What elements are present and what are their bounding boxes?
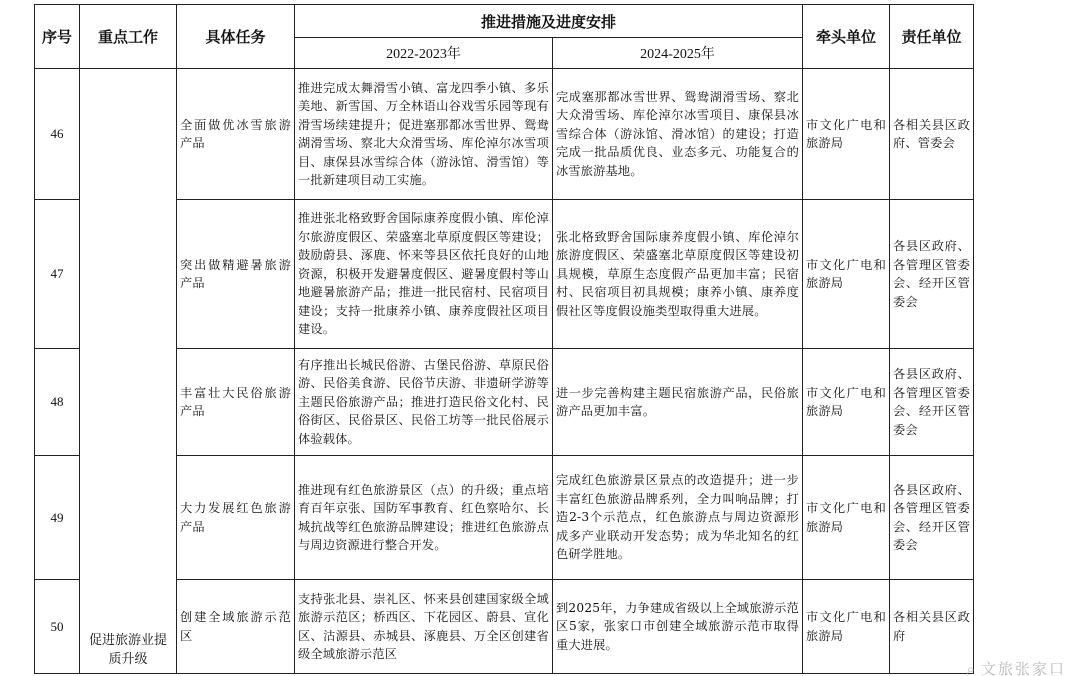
period1-cell: 推进张北格致野舍国际康养度假小镇、库伦淖尔旅游度假区、荣盛塞北草原度假区等建设；鼓励蔚县、涿鹿、怀来等县区依托良好的山地资源，积极开发避暑度假区、避暑度假村等山地避暑旅游产品；推进一批民宿村、民宿项目建设；支持一批康养小镇、康养度假社区项目建设。 <box>295 200 553 349</box>
header-key-work: 重点工作 <box>80 5 177 69</box>
resp-cell: 各相关县区政府 <box>890 580 974 674</box>
task-cell: 突出做精避暑旅游产品 <box>177 200 295 349</box>
wechat-icon: ⌕ <box>966 660 977 676</box>
row-number: 49 <box>35 456 80 580</box>
resp-cell: 各相关县区政府、管委会 <box>890 69 974 200</box>
header-period-2024-2025: 2024-2025年 <box>553 38 803 69</box>
row-number: 48 <box>35 349 80 456</box>
header-period-2022-2023: 2022-2023年 <box>295 38 553 69</box>
period2-cell: 完成红色旅游景区景点的改造提升；进一步丰富红色旅游品牌系列，全力叫响品牌；打造2-3个示范点，红色旅游点与周边资源形成多产业联动开发态势；成为华北知名的红色研学胜地。 <box>553 456 803 580</box>
row-number: 50 <box>35 580 80 674</box>
period1-cell: 推进完成太舞滑雪小镇、富龙四季小镇、多乐美地、新雪国、万全林语山谷戏雪乐园等现有滑雪场续建提升；促进塞那都冰雪世界、鸳鸯湖滑雪场、察北大众滑雪场、库伦淖尔冰雪项目、康保县冰雪综合体（游泳馆、滑雪馆）等一批新建项目动工实施。 <box>295 69 553 200</box>
watermark <box>967 658 1066 676</box>
header-measures: 推进措施及进度安排 <box>295 5 803 38</box>
resp-cell: 各县区政府、各管理区管委会、经开区管委会 <box>890 349 974 456</box>
resp-cell: 各县区政府、各管理区管委会、经开区管委会 <box>890 456 974 580</box>
period2-cell: 完成塞那都冰雪世界、鸳鸯湖滑雪场、察北大众滑雪场、库伦淖尔冰雪项目、康保县冰雪综合体（游泳馆、滑冰馆）的建设；打造完成一批品质优良、业态多元、功能复合的冰雪旅游基地。 <box>553 69 803 200</box>
period1-cell: 有序推出长城民俗游、古堡民俗游、草原民俗游、民俗美食游、民俗节庆游、非遗研学游等主题民俗旅游产品；推进打造民俗文化村、民俗街区、民俗景区、民俗工坊等一批民俗展示体验载体。 <box>295 349 553 456</box>
table-row <box>35 69 974 200</box>
header-seq: 序号 <box>35 5 80 69</box>
period1-cell: 支持张北县、崇礼区、怀来县创建国家级全域旅游示范区；桥西区、下花园区、蔚县、宣化区、沽源县、赤城县、涿鹿县、万全区创建省级全域旅游示范区 <box>295 580 553 674</box>
header-task: 具体任务 <box>177 5 295 69</box>
period2-cell: 张北格致野舍国际康养度假小镇、库伦淖尔旅游度假区、荣盛塞北草原度假区等建设初具规模，草原生态度假产品更加丰富；民宿村、民宿项目初具规模；康养小镇、康养度假社区等度假设施类型取得重大进展。 <box>553 200 803 349</box>
period2-cell: 到2025年，力争建成省级以上全域旅游示范区5家，张家口市创建全域旅游示范市取得重大进展。 <box>553 580 803 674</box>
lead-cell: 市文化广电和旅游局 <box>803 456 890 580</box>
row-number: 46 <box>35 69 80 200</box>
task-cell: 丰富壮大民俗旅游产品 <box>177 349 295 456</box>
lead-cell: 市文化广电和旅游局 <box>803 200 890 349</box>
header-resp: 责任单位 <box>890 5 974 69</box>
category-text: 促进旅游业提质升级 <box>88 633 167 667</box>
lead-cell: 市文化广电和旅游局 <box>803 69 890 200</box>
task-cell: 创建全域旅游示范区 <box>177 580 295 674</box>
row-number: 47 <box>35 200 80 349</box>
watermark-text: 文旅张家口 <box>980 660 1066 676</box>
lead-cell: 市文化广电和旅游局 <box>803 349 890 456</box>
period2-cell: 进一步完善构建主题民宿旅游产品，民俗旅游产品更加丰富。 <box>553 349 803 456</box>
resp-cell: 各县区政府、各管理区管委会、经开区管委会 <box>890 200 974 349</box>
task-cell: 大力发展红色旅游产品 <box>177 456 295 580</box>
plan-table <box>34 4 974 674</box>
key-work-category <box>80 69 177 674</box>
table-wrapper <box>34 4 974 674</box>
lead-cell: 市文化广电和旅游局 <box>803 580 890 674</box>
period1-cell: 推进现有红色旅游景区（点）的升级；重点培育百年京张、国防军事教育、红色察哈尔、长城抗战等红色旅游品牌建设；推进红色旅游点与周边资源进行整合开发。 <box>295 456 553 580</box>
header-lead: 牵头单位 <box>803 5 890 69</box>
task-cell: 全面做优冰雪旅游产品 <box>177 69 295 200</box>
header-row <box>35 5 974 38</box>
